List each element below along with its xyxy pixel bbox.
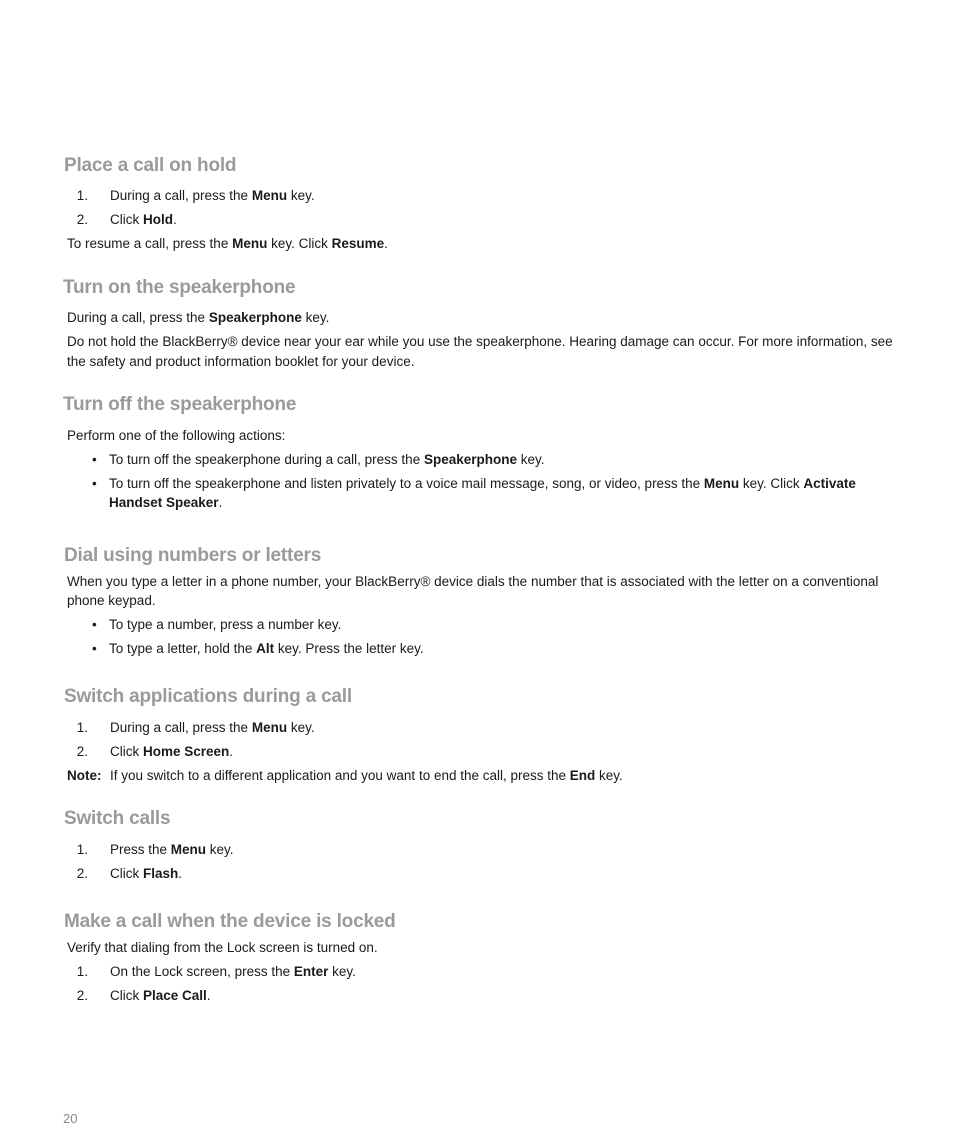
heading-switch-applications: Switch applications during a call: [64, 686, 352, 707]
list-item: • To type a number, press a number key.: [92, 617, 342, 632]
list-item: 1. During a call, press the Menu key.: [76, 188, 315, 203]
list-item: • To type a letter, hold the Alt key. Press the letter key.: [92, 641, 424, 656]
list-item: • To turn off the speakerphone during a call, press the Speakerphone key.: [92, 452, 545, 467]
speakerphone-on-instruction: During a call, press the Speakerphone key.: [67, 310, 330, 325]
resume-instruction: To resume a call, press the Menu key. Click Resume.: [67, 236, 388, 251]
note: Note: If you switch to a different application and you want to end the call, press the End key.: [67, 768, 623, 783]
list-item: 2. Click Place Call.: [76, 988, 211, 1003]
heading-turn-off-speakerphone: Turn off the speakerphone: [63, 394, 297, 415]
heading-turn-on-speakerphone: Turn on the speakerphone: [63, 277, 296, 298]
locked-intro: Verify that dialing from the Lock screen is turned on.: [67, 940, 378, 955]
warning-text-line-1: Do not hold the BlackBerry® device near your ear while you use the speakerphone. Hearing damage can occur. For more information, see: [67, 334, 893, 349]
list-item: • To turn off the speakerphone and listen privately to a voice mail message, song, or video, press the Menu key. Click Activate: [92, 476, 856, 491]
list-item-continuation: Handset Speaker.: [109, 495, 223, 510]
heading-switch-calls: Switch calls: [64, 808, 171, 829]
speakerphone-off-intro: Perform one of the following actions:: [67, 428, 286, 443]
heading-place-call-on-hold: Place a call on hold: [64, 155, 237, 176]
list-item: 1. On the Lock screen, press the Enter key.: [76, 964, 356, 979]
list-item: 1. During a call, press the Menu key.: [76, 720, 315, 735]
list-item: 2. Click Flash.: [76, 866, 183, 881]
list-item: 2. Click Hold.: [76, 212, 177, 227]
dial-intro-line-1: When you type a letter in a phone number, your BlackBerry® device dials the number that is associated with the letter on a conventional: [67, 574, 879, 589]
list-item: 1. Press the Menu key.: [76, 842, 234, 857]
dial-intro-line-2: phone keypad.: [67, 593, 156, 608]
page-number: 20: [63, 1111, 78, 1126]
note-label: Note:: [67, 768, 102, 783]
warning-text-line-2: the safety and product information booklet for your device.: [67, 354, 415, 369]
heading-call-when-locked: Make a call when the device is locked: [64, 911, 396, 932]
list-item: 2. Click Home Screen.: [76, 744, 234, 759]
heading-dial-numbers-letters: Dial using numbers or letters: [64, 545, 322, 566]
